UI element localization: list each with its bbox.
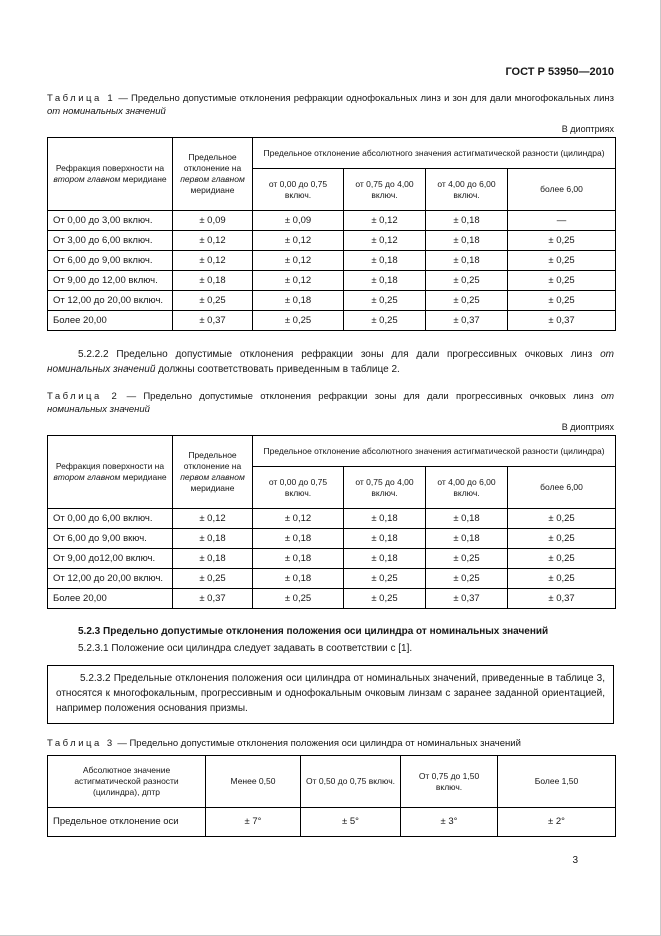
table-cell: ± 0,25 [173, 291, 253, 311]
table-cell: ± 0,25 [426, 291, 508, 311]
table-row-label: От 12,00 до 20,00 включ. [48, 569, 173, 589]
table2-col2-header [173, 436, 253, 509]
table-cell: ± 0,25 [508, 231, 616, 251]
table3-col-header: Менее 0,50 [206, 756, 301, 808]
table-cell: ± 0,09 [173, 211, 253, 231]
table-cell: ± 0,12 [253, 231, 344, 251]
table-cell: ± 0,18 [344, 251, 426, 271]
table1-span-header: Предельное отклонение абсолютного значения астигматической разности (цилиндра) [253, 138, 616, 169]
table1-subheader: от 4,00 до 6,00 включ. [426, 169, 508, 211]
table-cell: ± 0,25 [344, 589, 426, 609]
table-cell: ± 7° [206, 808, 301, 837]
table1-col1-header-italic: втором главном [53, 174, 121, 184]
table-cell: ± 0,37 [508, 589, 616, 609]
table-cell: ± 0,18 [173, 271, 253, 291]
table-cell: ± 0,25 [173, 569, 253, 589]
table2-subheader: от 4,00 до 6,00 включ. [426, 467, 508, 509]
table-cell: ± 0,25 [508, 251, 616, 271]
table2-col2-header-pre: Предельное отклонение на [183, 450, 242, 471]
paragraph-5222-pre: 5.2.2.2 Предельно допустимые отклонения рефракции зоны для дали прогрессивных очковых линз [78, 349, 601, 360]
paragraph-5222 [47, 347, 614, 377]
table-cell: ± 0,18 [426, 529, 508, 549]
table-cell: ± 0,25 [253, 311, 344, 331]
table-row [48, 808, 616, 837]
table-cell: ± 0,18 [253, 291, 344, 311]
table-cell: ± 0,37 [508, 311, 616, 331]
table-cell: ± 0,12 [173, 509, 253, 529]
table3-caption-label: Таблица 3 [47, 738, 115, 749]
heading-523: 5.2.3 Предельно допустимые отклонения положения оси цилиндра от номинальных значений [78, 626, 549, 637]
paragraph-5222-post: должны соответствовать приведенным в таблице 2. [155, 364, 400, 375]
table3-header-row [48, 756, 616, 808]
table-row-label: От 0,00 до 3,00 включ. [48, 211, 173, 231]
table1-subheader: от 0,00 до 0,75 включ. [253, 169, 344, 211]
table1-col1-header-post: меридиане [120, 174, 167, 184]
table-row [48, 271, 616, 291]
table-cell: ± 0,37 [173, 311, 253, 331]
table-cell: ± 0,12 [253, 509, 344, 529]
table-cell: ± 0,18 [173, 529, 253, 549]
table-cell: ± 0,12 [253, 271, 344, 291]
table1-subheader: более 6,00 [508, 169, 616, 211]
paragraph-5231: 5.2.3.1 Положение оси цилиндра следует задавать в соответствии с [1]. [78, 643, 413, 654]
table-row [48, 251, 616, 271]
table-cell: ± 0,25 [426, 271, 508, 291]
table-cell: ± 0,25 [508, 509, 616, 529]
table1-caption [47, 92, 614, 118]
table-row-label: От 3,00 до 6,00 включ. [48, 231, 173, 251]
table-cell: ± 0,12 [344, 231, 426, 251]
table-row [48, 291, 616, 311]
table2-caption-label: Таблица 2 [47, 391, 120, 402]
table1 [47, 137, 616, 331]
table3-col-header: Более 1,50 [498, 756, 616, 808]
table-cell: ± 0,18 [426, 211, 508, 231]
table-cell: ± 0,18 [253, 569, 344, 589]
table-cell: ± 0,12 [173, 231, 253, 251]
table-row [48, 529, 616, 549]
table2-col1-header-italic: втором главном [53, 472, 121, 482]
table-row-label: От 9,00 до12,00 включ. [48, 549, 173, 569]
table1-caption-label: Таблица 1 [47, 93, 116, 104]
table1-units-note: В диоптриях [561, 124, 614, 134]
table-cell: ± 0,25 [344, 291, 426, 311]
table3-col-header: Абсолютное значение астигматической разности (цилиндра), дптр [48, 756, 206, 808]
table2-subheader: от 0,00 до 0,75 включ. [253, 467, 344, 509]
table-cell: ± 5° [301, 808, 401, 837]
table-cell: ± 0,09 [253, 211, 344, 231]
paragraph-5222-italic: от номинальных значений [47, 349, 614, 375]
table3 [47, 755, 616, 837]
table-cell: ± 0,18 [344, 509, 426, 529]
table-cell: ± 0,18 [426, 251, 508, 271]
table1-col1-header [48, 138, 173, 211]
table3-caption [47, 737, 614, 750]
table-row [48, 589, 616, 609]
table3-col-header: От 0,50 до 0,75 включ. [301, 756, 401, 808]
table-cell: ± 0,25 [508, 569, 616, 589]
table1-col2-header-post: меридиане [190, 185, 235, 195]
table2-col1-header-post: меридиане [120, 472, 167, 482]
table2-caption [47, 390, 614, 416]
table-cell: ± 0,12 [253, 251, 344, 271]
table-cell: ± 0,25 [344, 569, 426, 589]
paragraph-5232: 5.2.3.2 Предельные отклонения положения оси цилиндра от номинальных значений, приведенные в таблице 3, относятся к многофокальным, прогрессивным и однофокальным очковым линзам с заранее заданной ориентацией, например положения основания призмы. [56, 673, 605, 714]
table2-col1-header-pre: Рефракция поверхности на [55, 461, 165, 471]
table-cell: ± 0,18 [344, 529, 426, 549]
table-cell: ± 0,12 [344, 211, 426, 231]
table-row [48, 569, 616, 589]
table-row [48, 549, 616, 569]
table1-col2-header-pre: Предельное отклонение на [183, 152, 242, 173]
table-row-label: От 9,00 до 12,00 включ. [48, 271, 173, 291]
table-cell: ± 0,25 [508, 291, 616, 311]
table2-header-row [48, 436, 616, 467]
table-cell: ± 0,25 [253, 589, 344, 609]
table1-caption-italic: от номинальных значений [47, 106, 166, 117]
table-row [48, 311, 616, 331]
table1-header-row [48, 138, 616, 169]
table-cell: ± 0,18 [173, 549, 253, 569]
table2 [47, 435, 616, 609]
table-cell: ± 0,37 [426, 311, 508, 331]
table2-span-header: Предельное отклонение абсолютного значения астигматической разности (цилиндра) [253, 436, 616, 467]
table2-subheader: более 6,00 [508, 467, 616, 509]
table-cell: ± 0,25 [426, 569, 508, 589]
table-cell: ± 0,25 [508, 271, 616, 291]
table2-col2-header-post: меридиане [190, 483, 235, 493]
table1-col1-header-pre: Рефракция поверхности на [55, 163, 165, 173]
table-cell: ± 0,37 [426, 589, 508, 609]
table-row [48, 509, 616, 529]
table-cell: ± 3° [401, 808, 498, 837]
table2-caption-italic: от номинальных значений [47, 391, 615, 415]
table1-caption-text: — Предельно допустимые отклонения рефракции однофокальных линз и зон для дали многофокальных линз [118, 93, 615, 104]
table-cell: ± 0,25 [508, 529, 616, 549]
document-code: ГОСТ Р 53950—2010 [505, 66, 614, 78]
table-row [48, 231, 616, 251]
table-row-label: От 0,00 до 6,00 включ. [48, 509, 173, 529]
table-row-label: Предельное отклонение оси [48, 808, 206, 837]
table-cell: ± 0,18 [426, 509, 508, 529]
table-cell: — [508, 211, 616, 231]
table-cell: ± 0,18 [344, 549, 426, 569]
table1-col2-header [173, 138, 253, 211]
table1-col2-header-italic: первом главном [180, 174, 245, 184]
table-row-label: От 6,00 до 9,00 вкюч. [48, 529, 173, 549]
table2-col1-header [48, 436, 173, 509]
table-cell: ± 0,18 [253, 529, 344, 549]
note-box-5232 [47, 665, 614, 724]
table-cell: ± 0,37 [173, 589, 253, 609]
table1-subheader: от 0,75 до 4,00 включ. [344, 169, 426, 211]
table-cell: ± 0,25 [508, 549, 616, 569]
table-cell: ± 0,18 [426, 231, 508, 251]
table-cell: ± 0,18 [253, 549, 344, 569]
table2-caption-text: — Предельно допустимые отклонения рефракции зоны для дали прогрессивных очковых линз [126, 391, 601, 402]
page-number: 3 [572, 855, 578, 866]
table-cell: ± 0,25 [344, 311, 426, 331]
table-row-label: Более 20,00 [48, 311, 173, 331]
table-row [48, 211, 616, 231]
table2-col2-header-italic: первом главном [180, 472, 245, 482]
table-row-label: От 6,00 до 9,00 включ. [48, 251, 173, 271]
table-cell: ± 0,18 [344, 271, 426, 291]
table-row-label: От 12,00 до 20,00 включ. [48, 291, 173, 311]
table-row-label: Более 20,00 [48, 589, 173, 609]
table2-units-note: В диоптриях [561, 422, 614, 432]
table2-subheader: от 0,75 до 4,00 включ. [344, 467, 426, 509]
table-cell: ± 2° [498, 808, 616, 837]
table-cell: ± 0,25 [426, 549, 508, 569]
table-cell: ± 0,12 [173, 251, 253, 271]
table3-col-header: От 0,75 до 1,50 включ. [401, 756, 498, 808]
table3-caption-text: — Предельно допустимые отклонения положения оси цилиндра от номинальных значений [117, 738, 521, 749]
